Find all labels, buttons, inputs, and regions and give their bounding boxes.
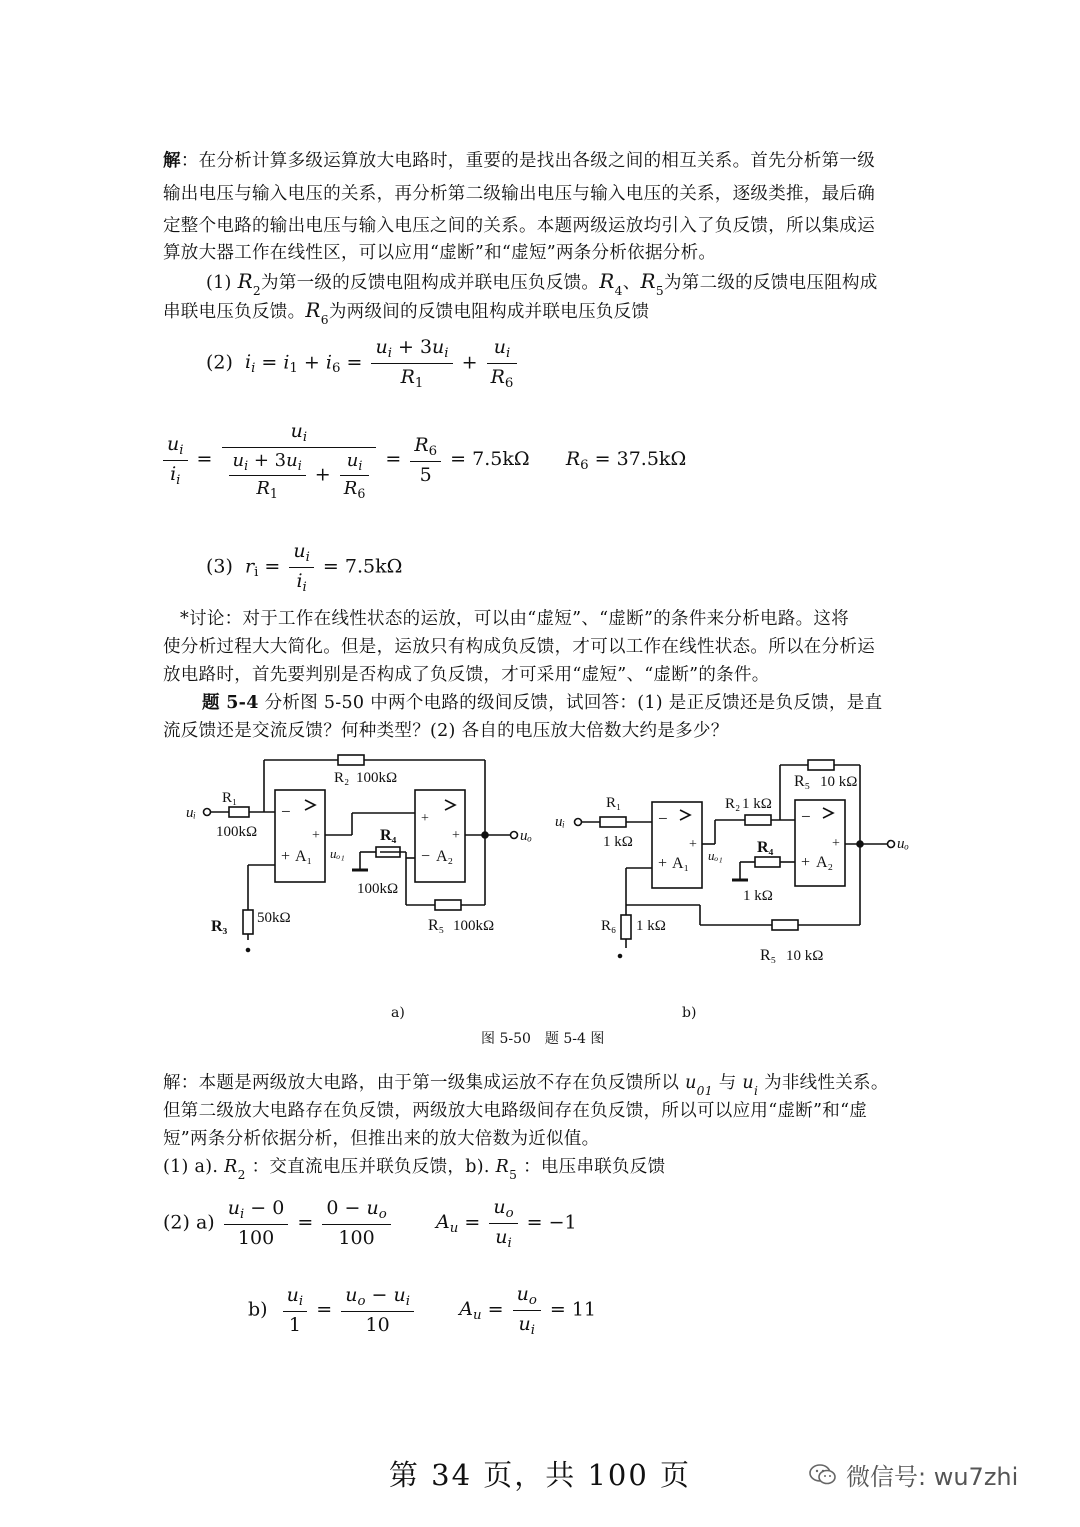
label-a-uo: uₒ (520, 828, 532, 844)
label-b-r6-val: 1 kΩ (636, 918, 666, 934)
svg-text:+: + (281, 848, 291, 865)
circuit-figure (0, 740, 1080, 1040)
solution-line-3: 定整个电路的输出电压与输入电压之间的关系。本题两级运放均引入了负反馈，所以集成运 (163, 216, 875, 236)
equation-ri: $\frac{u_i}{i_i}$ = $u_i$ $\frac{u_i + 3u_i}{R_1}$ + $\frac{u_i}{R_6}$ = $\frac{R_6}{5}$ = 7.5kΩ $R_6 = 37.5k\Omega$ (160, 420, 686, 500)
resistor-b-r4 (755, 857, 780, 867)
label-a-r5: R₅ (428, 917, 445, 934)
label-a-r3: R₃ (211, 918, 228, 935)
label-a-uo1: uₒ₁ (330, 846, 345, 861)
solution-line-4: 算放大器工作在线性区，可以应用“虚断”和“虚短”两条分析依据分析。 (163, 243, 717, 263)
label-b-r5-top: R₅ (794, 773, 811, 790)
label-b-r6: R₆ (601, 918, 617, 934)
figure-caption: 图 5-50 题 5-4 图 (481, 1031, 605, 1047)
label-a-r2-val: 100kΩ (356, 770, 398, 786)
equation-2: (2) $i_i = i_1 + i_6$ = $\frac{u_i + 3u_i}{R_1}$ + $\frac{u_i}{R_6}$ (206, 336, 520, 391)
svg-text:−: − (658, 809, 668, 828)
part1-line-1: (1) $R_2$为第一级的反馈电阻构成并联电压负反馈。$R_4$、$R_5$为第二级的反馈电压阻构成 (206, 269, 878, 298)
label-b-r5-top-val: 10 kΩ (820, 774, 858, 790)
label-a-r4: R₄ (380, 827, 397, 844)
label-b-r5-bot-val: 10 kΩ (786, 948, 824, 964)
label-a-r4-val: 100kΩ (357, 881, 399, 897)
watermark (808, 1457, 1018, 1492)
resistor-a-r5 (435, 900, 461, 910)
label-b-a2: A₂ (816, 854, 834, 871)
svg-text:+: + (421, 811, 429, 826)
resistor-b-r2 (745, 815, 771, 825)
resistor-a-r3 (243, 910, 253, 934)
label-b-ui: uᵢ (555, 814, 565, 830)
equation-3: (3) $r_i$ = $\frac{u_i}{i_i}$ = 7.5kΩ (206, 540, 403, 595)
label-b-r2: R₂ (725, 796, 741, 812)
svg-text:−: − (281, 802, 291, 821)
solution-label: 解 (163, 151, 181, 171)
resistor-b-r5-top (808, 760, 834, 770)
solution2-line-1: 解：本题是两级放大电路，由于第一级集成运放不存在负反馈所以 $u_{01}$ 与 $u_i$ 为非线性关系。 (163, 1073, 889, 1098)
solution2-line-4: (1) a). $R_2$ ：交直流电压并联负反馈，b). $R_5$ ：电压串联负反馈 (163, 1157, 666, 1182)
svg-text:+: + (658, 855, 668, 872)
label-b-r2-val: 1 kΩ (742, 796, 772, 812)
figure-label-b: b) (682, 1005, 697, 1021)
wechat-icon (808, 1462, 838, 1488)
label-b-r5-bot: R₅ (760, 947, 777, 964)
label-b-r4-val: 1 kΩ (743, 888, 773, 904)
svg-text:+: + (689, 837, 697, 852)
problem-label: 题 5-4 (202, 693, 259, 713)
resistor-b-r6 (621, 915, 631, 939)
label-b-r1-val: 1 kΩ (603, 834, 633, 850)
part1-line-2: 串联电压负反馈。$R_6$为两级间的反馈电阻构成并联电压负反馈 (163, 298, 650, 327)
label-a-a2: A₂ (436, 848, 454, 865)
resistor-a-r2 (338, 755, 364, 765)
discussion-line-1: *讨论：对于工作在线性状态的运放，可以由“虚短”、“虚断”的条件来分析电路。这将 (180, 609, 850, 629)
label-a-r5-val: 100kΩ (453, 918, 495, 934)
svg-text:+: + (801, 854, 811, 871)
label-b-uo: uₒ (897, 836, 909, 852)
resistor-b-r1 (600, 817, 626, 827)
problem-line-1: 题 5-4 分析图 5-50 中两个电路的级间反馈，试回答：(1) 是正反馈还是负反馈，是直 (202, 693, 883, 713)
discussion-line-2: 使分析过程大大简化。但是，运放只有构成负反馈，才可以工作在线性状态。所以在分析运 (163, 637, 875, 657)
label-a-a1: A₁ (295, 848, 313, 865)
figure-label-a: a) (391, 1005, 405, 1021)
label-b-uo1: uₒ₁ (708, 848, 723, 863)
svg-text:−: − (801, 807, 811, 826)
label-a-ui: uᵢ (186, 805, 196, 821)
label-b-r1: R₁ (606, 795, 622, 811)
label-a-r2: R₂ (334, 770, 350, 786)
label-b-a1: A₁ (672, 855, 690, 872)
watermark-text: 微信号: wu7zhi (846, 1463, 1019, 1491)
page-footer: 第 34 页，共 100 页 (388, 1458, 692, 1492)
solution-line-2: 输出电压与输入电压的关系，再分析第二级输出电压与输入电压的关系，逐级类推，最后确 (163, 184, 875, 204)
discussion-line-3: 放电路时，首先要判别是否构成了负反馈，才可采用“虚短”、“虚断”的条件。 (163, 665, 770, 685)
label-a-r1-val: 100kΩ (216, 824, 258, 840)
solution-line-1: 解：在分析计算多级运算放大电路时，重要的是找出各级之间的相互关系。首先分析第一级 (163, 151, 876, 171)
svg-text:−: − (421, 848, 431, 865)
svg-text:+: + (312, 828, 320, 843)
solution2-line-3: 短”两条分析依据分析，但推出来的放大倍数为近似值。 (163, 1129, 600, 1149)
equation-2a: (2) a) $\frac{u_i - 0}{100}$ = $\frac{0 - u_o}{100}$ $A_u$ = $\frac{u_o}{u_i}$ = −1 (163, 1196, 577, 1251)
equation-2b: b) $\frac{u_i}{1}$ = $\frac{u_o - u_i}{10}$ $A_u$ = $\frac{u_o}{u_i}$ = 11 (248, 1283, 597, 1338)
problem-line-2: 流反馈还是交流反馈？何种类型？(2) 各自的电压放大倍数大约是多少？ (163, 721, 729, 741)
label-b-r4: R₄ (757, 839, 774, 856)
label-a-r3-val: 50kΩ (257, 910, 291, 926)
resistor-a-r1 (229, 807, 249, 817)
resistor-b-r5-bot (772, 920, 798, 930)
svg-text:+: + (832, 836, 840, 851)
solution2-line-2: 但第二级放大电路存在负反馈，两级放大电路级间存在负反馈，所以可以应用“虚断”和“虚 (163, 1101, 868, 1121)
label-a-r1: R₁ (222, 790, 238, 806)
svg-text:+: + (452, 828, 460, 843)
